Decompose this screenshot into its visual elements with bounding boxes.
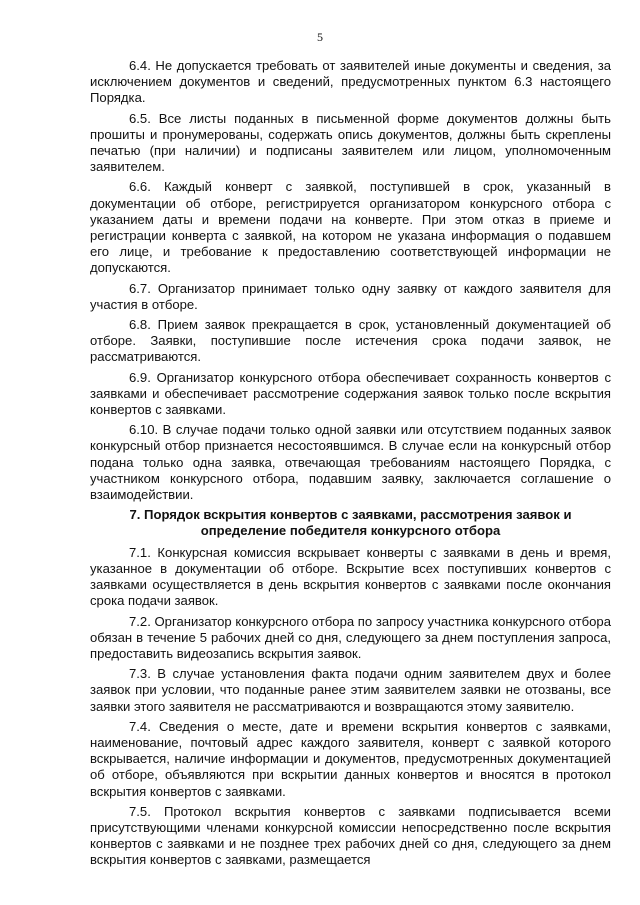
paragraph-6-10: 6.10. В случае подачи только одной заявки или отсутствием поданных заявок конкурсный отбор признается несостоявшимся. В случае если на конкурсный отбор подана только одна заявка, отвечающая требованиям настоящего Порядка, с участником конкурсного отбора, подавшим заявку, заключается соглашение о взаимодействии. xyxy=(90,422,611,503)
page-number: 5 xyxy=(317,30,323,44)
paragraph-7-5: 7.5. Протокол вскрытия конвертов с заявками подписывается всеми присутствующими членами конкурсной комиссии непосредственно после вскрытия конвертов с заявками и не позднее трех рабочих дней со дня, следующего за днем вскрытия конвертов с заявками, размещается xyxy=(90,803,611,868)
paragraph-7-1: 7.1. Конкурсная комиссия вскрывает конверты с заявками в день и время, указанное в документации об отборе. Вскрытие всех поступивших конвертов с заявками осуществляется в день вскрытия конвертов с заявками после окончания срока подачи заявок. xyxy=(90,544,611,609)
paragraph-7-2: 7.2. Организатор конкурсного отбора по запросу участника конкурсного отбора обязан в течение 5 рабочих дней со дня, следующего за днем поступления запроса, предоставить видеозапись вскрытия заявок. xyxy=(90,613,611,661)
paragraph-6-7: 6.7. Организатор принимает только одну заявку от каждого заявителя для участия в отборе. xyxy=(90,280,611,312)
paragraph-6-9: 6.9. Организатор конкурсного отбора обеспечивает сохранность конвертов с заявками и обеспечивает рассмотрение содержания заявок только после вскрытия конвертов с заявками. xyxy=(90,369,611,418)
paragraph-6-6: 6.6. Каждый конверт с заявкой, поступившей в срок, указанный в документации об отборе, регистрируется организатором конкурсного отбора с указанием даты и времени подачи на конверте. При этом отказ в приеме и регистрации конверта с заявкой, на котором не указана информация о подавшем его лице, и требование к предоставлению соответствующей информации не допускаются. xyxy=(90,179,611,276)
paragraph-7-3: 7.3. В случае установления факта подачи одним заявителем двух и более заявок при условии, что поданные ранее этим заявителем заявки не отозваны, все заявки этого заявителя не рассматриваются и возвращаются этому заявителю. xyxy=(90,666,611,714)
document-body xyxy=(90,58,611,873)
paragraph-6-8: 6.8. Прием заявок прекращается в срок, установленный документацией об отборе. Заявки, поступившие после истечения срока подачи заявок, не рассматриваются. xyxy=(90,317,611,365)
section-7-heading: 7. Порядок вскрытия конвертов с заявками, рассмотрения заявок и определение победителя конкурсного отбора xyxy=(129,507,572,539)
paragraph-7-4: 7.4. Сведения о месте, дате и времени вскрытия конвертов с заявками, наименование, почтовый адрес каждого заявителя, конверт с заявкой которого вскрывается, наличие информации и документов, предусмотренных документацией об отборе, объявляются при вскрытии данных конвертов и вносятся в протокол вскрытия конвертов с заявками. xyxy=(90,718,611,799)
paragraph-6-4: 6.4. Не допускается требовать от заявителей иные документы и сведения, за исключением документов и сведений, предусмотренных пунктом 6.3 настоящего Порядка. xyxy=(90,58,611,106)
paragraph-6-5: 6.5. Все листы поданных в письменной форме документов должны быть прошиты и пронумерованы, содержать опись документов, должны быть скреплены печатью (при наличии) и подписаны заявителем или лицом, уполномоченным заявителем. xyxy=(90,110,611,175)
